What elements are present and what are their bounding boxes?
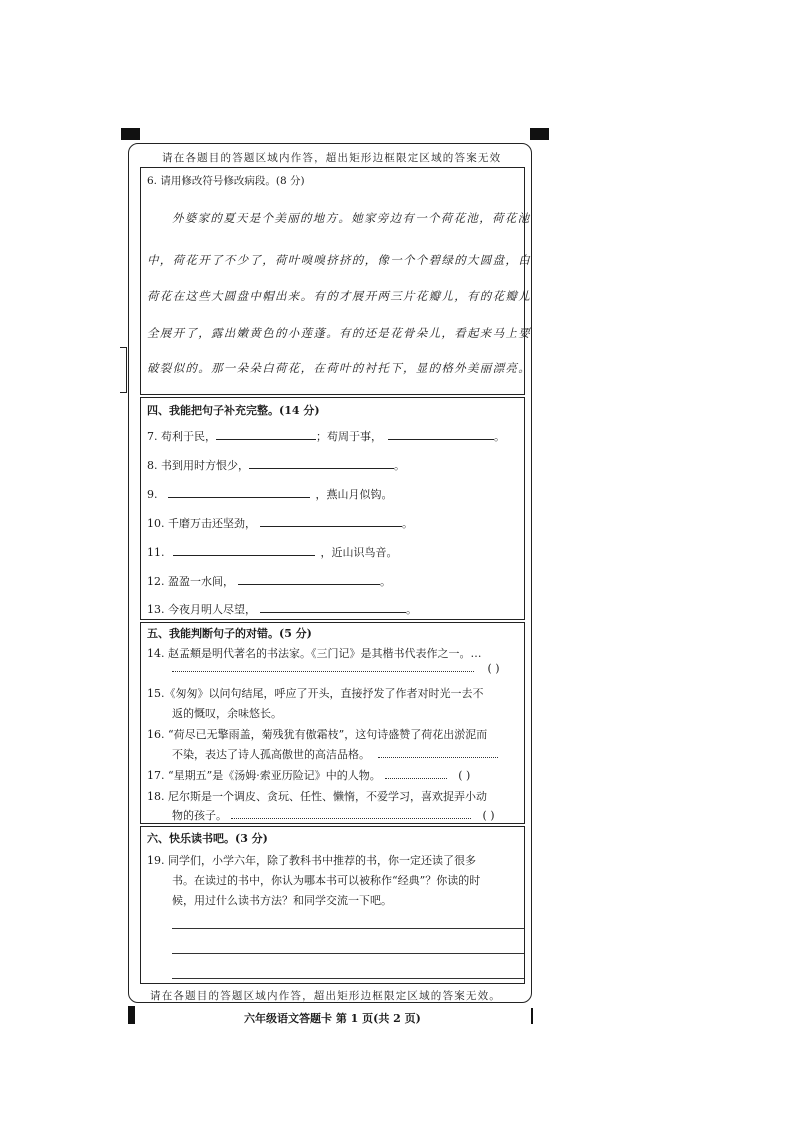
q10-prompt: 10. 千磨万击还坚劲，: [147, 517, 256, 530]
q18-text: 物的孩子。: [172, 809, 227, 822]
q9-row: [147, 486, 393, 502]
q11-end: ，近山识鸟音。: [320, 546, 398, 559]
q12-row: [147, 573, 391, 589]
q11-blank[interactable]: [173, 545, 315, 556]
q18-line-1: 18. 尼尔斯是一个调皮、贪玩、任性、懒惰，不爱学习，喜欢捉弄小动: [147, 790, 487, 803]
q19-line-3: 候，用过什么读书方法？和同学交流一下吧。: [172, 894, 392, 907]
q16-line-2: [172, 746, 498, 762]
notice-bottom: 请在各题目的答题区域内作答，超出矩形边框限定区域的答案无效。: [150, 990, 501, 1002]
q12-blank[interactable]: [238, 574, 380, 585]
s6-title: 六、快乐读书吧。(3 分): [147, 832, 268, 845]
q18-dots: [231, 810, 471, 819]
q14-line-2: [172, 662, 500, 675]
q6-essay-line-5: 破裂似的。那一朵朵白荷花，在荷叶的衬托下，显的格外美丽漂亮。: [147, 361, 531, 375]
q18-line-2: [172, 807, 495, 823]
q16-text: 不染，表达了诗人孤高傲世的高洁品格。: [172, 748, 370, 761]
q17-bracket[interactable]: ( ): [458, 769, 471, 782]
registration-mark-bottom-right: [531, 1008, 533, 1024]
q12-end: 。: [380, 575, 391, 588]
q19-writing-line-1[interactable]: [172, 928, 524, 929]
q9-number: 9.: [147, 488, 158, 501]
binding-brace: [120, 347, 127, 393]
q12-prompt: 12. 盈盈一水间，: [147, 575, 234, 588]
q16-dots: [378, 749, 498, 758]
q19-line-1: 19. 同学们，小学六年，除了教科书中推荐的书，你一定还读了很多: [147, 854, 476, 867]
q19-line-2: 书。在读过的书中，你认为哪本书可以被称作“经典”？你读的时: [172, 874, 481, 887]
q7-prompt-a: 7. 苟利于民，: [147, 430, 216, 443]
q10-end: 。: [402, 517, 413, 530]
q7-prompt-b: ；苟周于事，: [316, 430, 382, 443]
s4-title: 四、我能把句子补充完整。(14 分): [147, 404, 320, 417]
registration-mark-top-right: [530, 128, 549, 140]
q18-bracket[interactable]: ( ): [482, 809, 495, 822]
q15-line-1: 15.《匆匆》以问句结尾，呼应了开头，直接抒发了作者对时光一去不: [147, 687, 484, 700]
q14-bracket[interactable]: ( ): [487, 662, 500, 675]
q17-text: 17. “星期五”是《汤姆·索亚历险记》中的人物。: [147, 769, 381, 782]
q19-writing-line-3[interactable]: [172, 978, 524, 979]
q8-end: 。: [394, 459, 405, 472]
q15-line-2: 返的慨叹，余味悠长。: [172, 707, 282, 720]
registration-mark-bottom-left: [128, 1006, 135, 1024]
q14-line-1: 14. 赵孟頫是明代著名的书法家。《三门记》是其楷书代表作之一。…: [147, 647, 482, 660]
q11-row: [147, 544, 398, 560]
q17-line: [147, 767, 470, 783]
q7-blank-1[interactable]: [216, 429, 316, 440]
q8-row: [147, 457, 405, 473]
q7-row: [147, 428, 505, 444]
q6-essay-line-2: 中，荷花开了不少了，荷叶嗅嗅挤挤的，像一个个碧绿的大圆盘，白: [147, 253, 531, 267]
q6-essay-line-1: 外婆家的夏天是个美丽的地方。她家旁边有一个荷花池，荷花池: [172, 211, 531, 225]
q16-line-1: 16. “荷尽已无擎雨盖，菊残犹有傲霜枝”，这句诗盛赞了荷花出淤泥而: [147, 728, 488, 741]
q9-blank[interactable]: [168, 487, 310, 498]
q13-end: 。: [406, 603, 417, 616]
q19-writing-line-2[interactable]: [172, 953, 524, 954]
q10-row: [147, 515, 413, 531]
notice-top: 请在各题目的答题区域内作答，超出矩形边框限定区域的答案无效: [162, 152, 502, 164]
page-footer: 六年级语文答题卡 第 1 页(共 2 页): [244, 1012, 421, 1025]
q17-dots: [385, 770, 447, 779]
registration-mark-top-left: [121, 128, 140, 140]
q7-blank-2[interactable]: [388, 429, 494, 440]
q13-prompt: 13. 今夜月明人尽望，: [147, 603, 256, 616]
q13-row: [147, 601, 417, 617]
q9-end: ，燕山月似钩。: [315, 488, 393, 501]
q6-essay-line-3: 荷花在这些大圆盘中帽出来。有的才展开两三片花瓣儿，有的花瓣儿: [147, 289, 531, 303]
q7-end: 。: [494, 430, 505, 443]
q10-blank[interactable]: [260, 516, 402, 527]
q8-prompt: 8. 书到用时方恨少，: [147, 459, 249, 472]
q13-blank[interactable]: [260, 602, 406, 613]
q6-essay-line-4: 全展开了，露出嫩黄色的小莲蓬。有的还是花骨朵儿，看起来马上要: [147, 326, 531, 340]
s5-title: 五、我能判断句子的对错。(5 分): [147, 627, 312, 640]
q6-title: 6. 请用修改符号修改病段。(8 分): [147, 175, 305, 187]
q8-blank[interactable]: [249, 458, 394, 469]
q14-dots: [172, 663, 474, 672]
q11-number: 11.: [147, 546, 165, 559]
